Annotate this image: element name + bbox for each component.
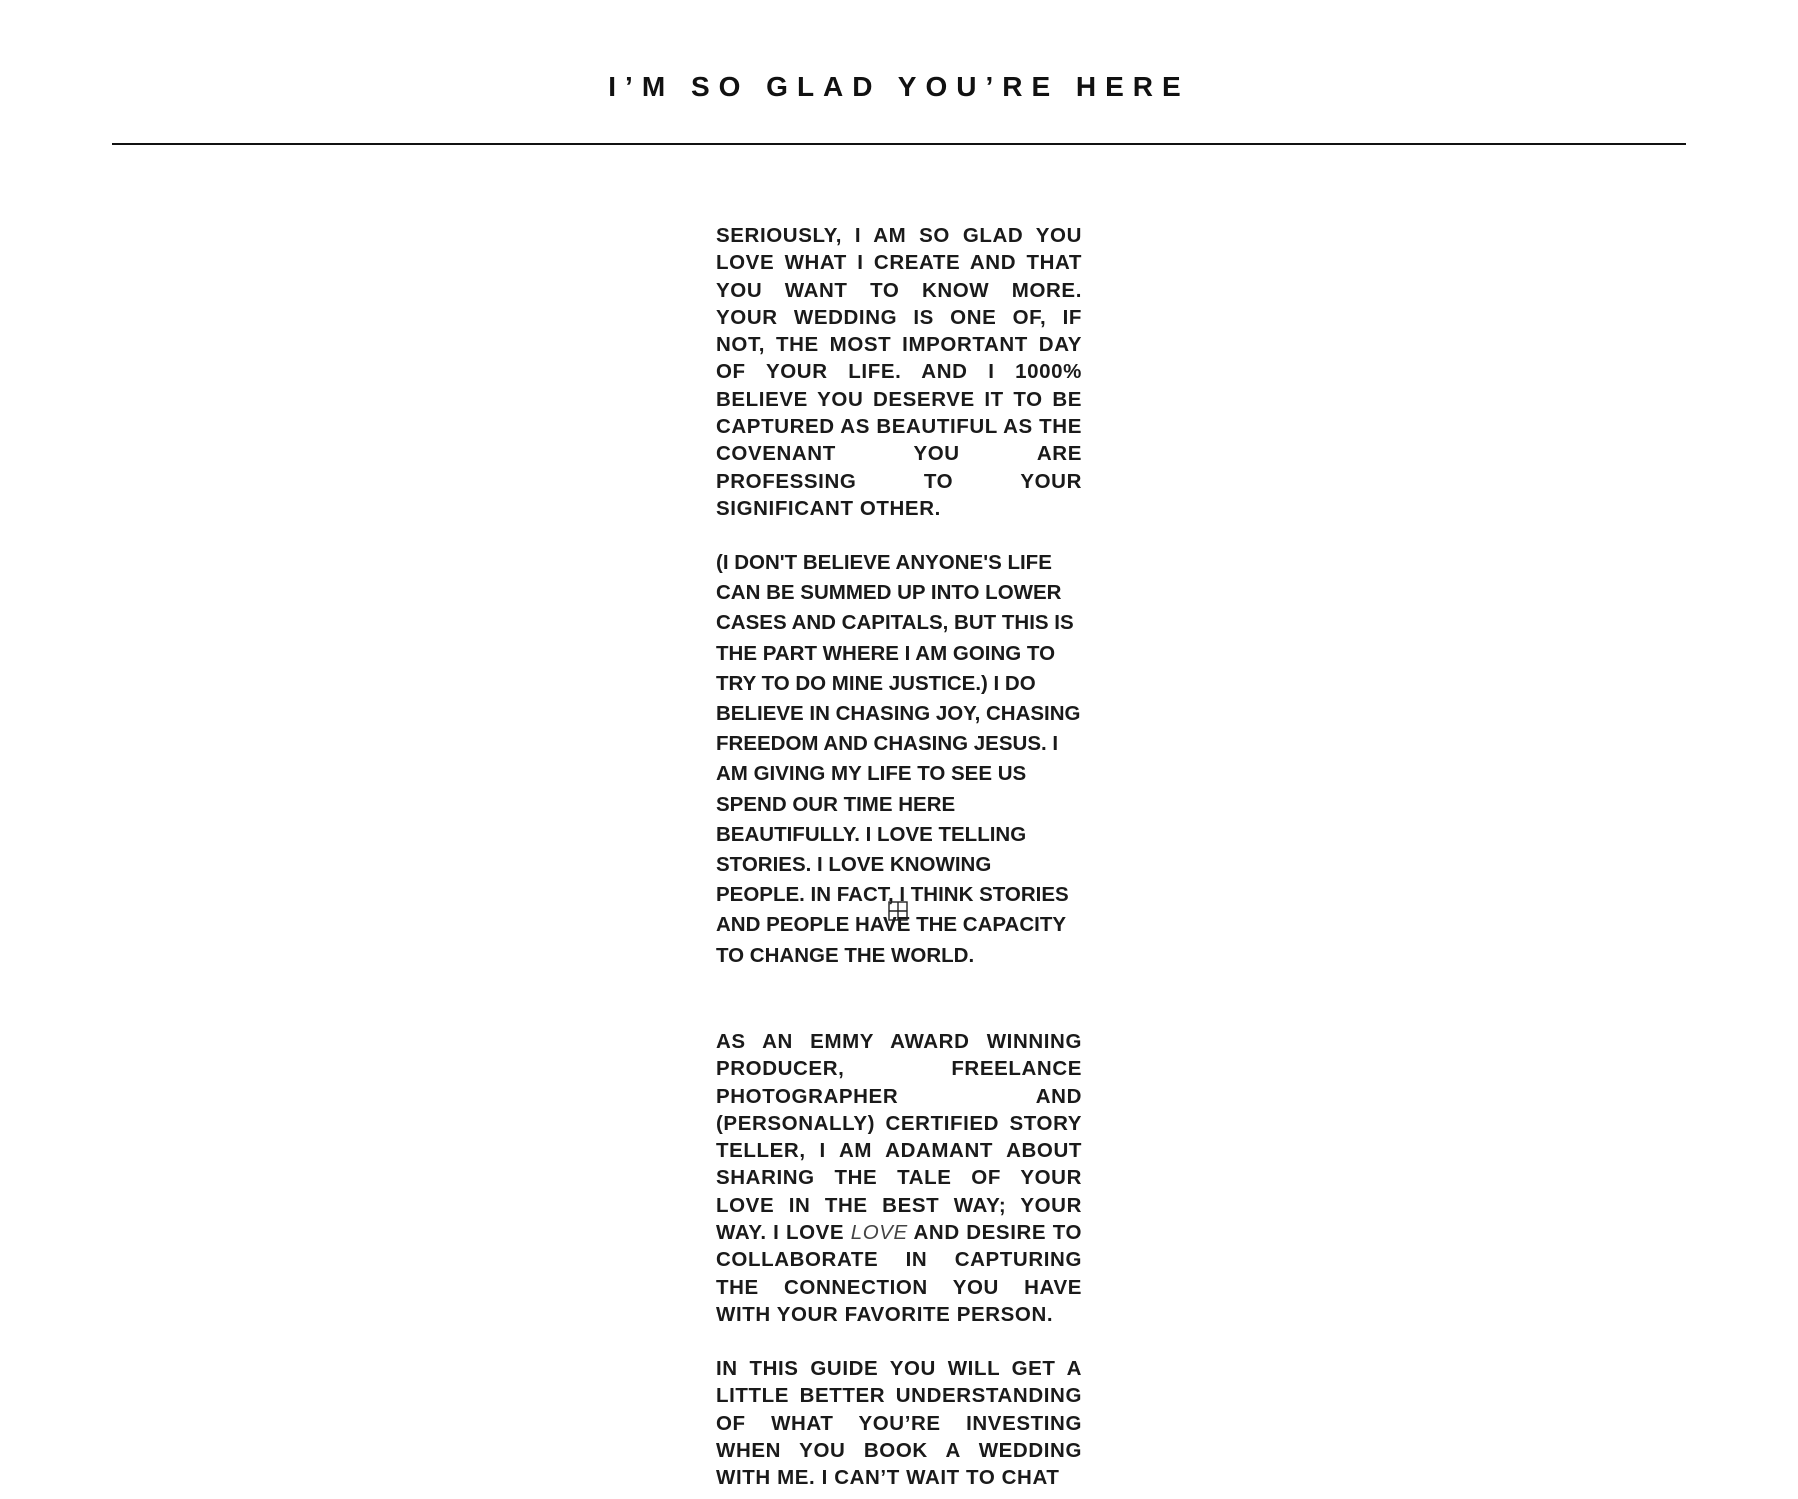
header-divider	[112, 143, 1686, 145]
intro-paragraph-2: (I DON'T BELIEVE ANYONE'S LIFE CAN BE SUMMED UP INTO LOWER CASES AND CAPITALS, BUT THIS IS THE PART WHERE I AM GOING TO TRY TO DO MINE JUSTICE.) I DO BELIEVE IN CHASING JOY, CHASING FREEDOM AND CHASING JESUS. I AM GIVING MY LIFE TO SEE US SPEND OUR TIME HERE BEAUTIFULLY. I LOVE TELLING STORIES. I LOVE KNOWING PEOPLE. IN FACT, I THINK STORIES AND PEOPLE HAVE THE CAPACITY TO CHANGE THE WORLD.	[716, 551, 1081, 967]
crosshair-cursor-icon	[887, 900, 909, 922]
paragraph-3-text-end: AND DESIRE TO COLLABORATE IN CAPTURING THE CONNECTION YOU HAVE WITH YOUR FAVORITE PERSON.	[716, 1221, 1082, 1326]
intro-paragraph-4: IN THIS GUIDE YOU WILL GET A LITTLE BETTER UNDERSTANDING OF WHAT YOU’RE INVESTING WHEN YOU BOOK A WEDDING WITH ME. I CAN’T WAIT TO CHAT	[716, 1357, 1082, 1490]
intro-paragraph-3	[716, 1028, 1082, 1328]
intro-paragraph-1: SERIOUSLY, I AM SO GLAD YOU LOVE WHAT I CREATE AND THAT YOU WANT TO KNOW MORE. YOUR WEDDING IS ONE OF, IF NOT, THE MOST IMPORTANT DAY OF YOUR LIFE. AND I 1000% BELIEVE YOU DESERVE IT TO BE CAPTURED AS BEAUTIFUL AS THE COVENANT YOU ARE PROFESSING TO YOUR SIGNIFICANT OTHER.	[716, 224, 1082, 520]
page-title: I’M SO GLAD YOU’RE HERE	[608, 71, 1190, 102]
paragraph-3-emphasis: LOVE	[850, 1221, 908, 1245]
paragraph-3-text-start: AS AN EMMY AWARD WINNING PRODUCER, FREELANCE PHOTOGRAPHER AND (PERSONALLY) CERTIFIED STORY TELLER, I AM ADAMANT ABOUT SHARING THE TALE OF YOUR LOVE IN THE BEST WAY; YOUR WAY. I LOVE	[716, 1030, 1082, 1245]
intro-text-column	[716, 222, 1082, 1490]
